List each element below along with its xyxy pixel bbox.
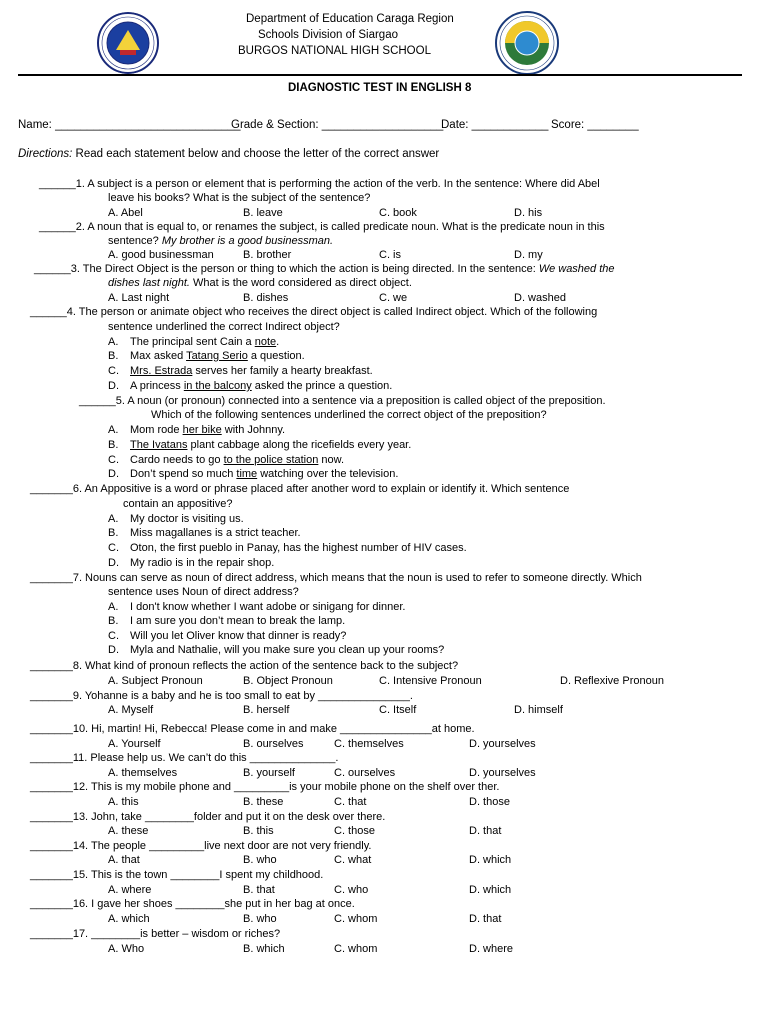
option-letter: B. [108,527,119,539]
option-text-end: serves her family a hearty breakfast. [192,365,373,377]
q8-option-b[interactable]: B. Object Pronoun [243,675,333,687]
option-letter: A. [108,424,119,436]
question-9-stem: _______9. Yohanne is a baby and he is too small to eat by _______________. [30,690,413,702]
option-text: My doctor is visiting us. [130,513,244,525]
q14-option-d[interactable]: D. which [469,854,512,866]
q10-option-b[interactable]: B. ourselves [243,738,304,750]
question-11-stem: _______11. Please help us. We can’t do this ______________. [30,752,339,764]
q7-option-a[interactable] [108,600,406,614]
q4-option-d[interactable] [108,379,393,393]
question-4-stem: ______4. The person or animate object who receives the direct object is called Indirect object. Which of the following [30,306,598,318]
question-5-stem-cont: Which of the following sentences underlined the correct object of the preposition? [151,409,547,421]
q15-option-d[interactable]: D. which [469,884,512,896]
name-field[interactable]: Name: _____________________________ [18,119,241,131]
q1-option-b[interactable]: B. leave [243,207,283,219]
q3-stem-sentence-cont: dishes last night. [108,277,190,289]
question-6-stem-cont: contain an appositive? [123,498,233,510]
option-text: A princess [130,380,184,392]
q17-option-b[interactable]: B. which [243,943,285,955]
underlined-answer: time [236,468,258,480]
q16-option-b[interactable]: B. who [243,913,277,925]
q12-option-a[interactable]: A. this [108,796,139,808]
question-17-stem: _______17. ________is better – wisdom or riches? [30,928,281,940]
option-letter: D. [108,380,119,392]
option-letter: B. [108,439,119,451]
underlined-answer: Tatang Serio [186,350,248,362]
option-text-end: asked the prince a question. [251,380,393,392]
option-text: Will you let Oliver know that dinner is ready? [130,630,347,642]
question-7-stem-cont: sentence uses Noun of direct address? [108,586,299,598]
question-1-stem: ______1. A subject is a person or element that is performing the action of the verb. In the sentence: Where did Abel [39,178,600,190]
option-letter: A. [108,513,119,525]
option-text-end: a question. [247,350,305,362]
q3-option-c[interactable]: C. we [379,292,408,304]
question-10-stem: _______10. Hi, martin! Hi, Rebecca! Please come in and make _______________at home. [30,723,475,735]
underlined-answer: The Ivatans [130,439,188,451]
option-text-end: plant cabbage along the ricefields every year. [187,439,412,451]
q8-option-d[interactable]: D. Reflexive Pronoun [560,675,664,687]
q3-stem-text: ______3. The Direct Object is the person or thing to which the action is being directed. In the sentence: [34,263,539,275]
underlined-answer: her bike [182,424,222,436]
q16-option-a[interactable]: A. which [108,913,150,925]
option-letter: A. [108,336,119,348]
question-13-stem: _______13. John, take ________folder and put it on the desk over there. [30,811,386,823]
q13-option-a[interactable]: A. these [108,825,149,837]
option-text: Oton, the first pueblo in Panay, has the highest number of HIV cases. [130,542,467,554]
q5-option-c[interactable] [108,453,345,467]
option-letter: C. [108,454,119,466]
directions [18,147,439,161]
option-text: My radio is in the repair shop. [130,557,275,569]
q3-option-a[interactable]: A. Last night [108,292,170,304]
option-letter: B. [108,615,119,627]
option-text-end: watching over the television. [257,468,399,480]
option-text-end: . [276,336,280,348]
q1-option-a[interactable]: A. Abel [108,207,143,219]
q16-option-d[interactable]: D. that [469,913,502,925]
header-line-1: Department of Education Caraga Region [246,13,454,25]
option-letter: D. [108,468,119,480]
header-divider [18,74,742,76]
deped-seal-logo [96,12,160,74]
q17-option-d[interactable]: D. where [469,943,514,955]
q6-option-c[interactable] [108,541,467,555]
q14-option-b[interactable]: B. who [243,854,277,866]
q12-option-c[interactable]: C. that [334,796,367,808]
q17-option-c[interactable]: C. whom [334,943,378,955]
grade-section-field[interactable]: Grade & Section: ___________________ [231,119,444,131]
option-text: I don't know whether I want adobe or sinigang for dinner. [130,601,406,613]
question-8-stem: _______8. What kind of pronoun reflects the action of the sentence back to the subject? [30,660,459,672]
school-seal-logo [494,10,560,76]
q1-option-d[interactable]: D. his [514,207,543,219]
question-2-stem: ______2. A noun that is equal to, or renames the subject, is called predicate noun. What is the predicate noun in this [39,221,605,233]
option-letter: C. [108,365,119,377]
q3-stem-sentence: We washed the [538,263,615,275]
date-field[interactable]: Date: ____________ [441,119,549,131]
q13-option-b[interactable]: B. this [243,825,274,837]
q6-option-a[interactable] [108,512,244,526]
q11-option-c[interactable]: C. ourselves [334,767,396,779]
q5-option-d[interactable] [108,467,399,481]
q6-option-b[interactable] [108,526,301,540]
q2-stem-sentence: My brother is a good businessman. [161,235,334,247]
option-text: Max asked [130,350,187,362]
q3-option-b[interactable]: B. dishes [243,292,289,304]
q14-option-a[interactable]: A. that [108,854,140,866]
q17-option-a[interactable]: A. Who [108,943,145,955]
option-text-end: with Johnny. [221,424,286,436]
underlined-answer: Mrs. Estrada [130,365,193,377]
q13-option-d[interactable]: D. that [469,825,502,837]
q15-option-a[interactable]: A. where [108,884,152,896]
q12-option-d[interactable]: D. those [469,796,510,808]
q16-option-c[interactable]: C. whom [334,913,378,925]
q2-option-b[interactable]: B. brother [243,249,292,261]
option-text: Don’t spend so much [130,468,237,480]
option-letter: B. [108,350,119,362]
q2-option-c[interactable]: C. is [379,249,401,261]
test-title: DIAGNOSTIC TEST IN ENGLISH 8 [288,82,472,94]
q11-option-d[interactable]: D. yourselves [469,767,536,779]
score-field[interactable]: Score: ________ [551,119,639,131]
question-2-stem-cont [108,234,333,248]
q8-option-a[interactable]: A. Subject Pronoun [108,675,203,687]
question-4-stem-cont: sentence underlined the correct Indirect object? [108,321,340,333]
q2-option-a[interactable]: A. good businessman [108,249,214,261]
option-letter: C. [108,630,119,642]
q4-option-c[interactable] [108,364,373,378]
option-text: I am sure you don’t mean to break the lamp. [130,615,346,627]
option-text: Cardo needs to go [130,454,224,466]
header-line-2: Schools Division of Siargao [258,29,398,41]
option-text-end: now. [318,454,345,466]
q10-option-a[interactable]: A. Yourself [108,738,161,750]
option-text: Mom rode [130,424,183,436]
option-letter: D. [108,557,119,569]
q9-option-c[interactable]: C. Itself [379,704,417,716]
option-letter: A. [108,601,119,613]
q3-option-d[interactable]: D. washed [514,292,566,304]
question-7-stem: _______7. Nouns can serve as noun of direct address, which means that the noun is used to refer to someone directly. Which [30,572,642,584]
q11-option-b[interactable]: B. yourself [243,767,295,779]
q4-option-a[interactable] [108,335,280,349]
q9-option-b[interactable]: B. herself [243,704,290,716]
q6-option-d[interactable] [108,556,275,570]
q2-stem-text: sentence? [108,235,162,247]
q11-option-a[interactable]: A. themselves [108,767,178,779]
question-1-stem-cont: leave his books? What is the subject of the sentence? [108,192,371,204]
option-text: Miss magallanes is a strict teacher. [130,527,301,539]
option-text: Myla and Nathalie, will you make sure you clean up your rooms? [130,644,445,656]
q2-option-d[interactable]: D. my [514,249,543,261]
q10-option-d[interactable]: D. yourselves [469,738,536,750]
q1-option-c[interactable]: C. book [379,207,417,219]
q8-option-c[interactable]: C. Intensive Pronoun [379,675,482,687]
q15-option-c[interactable]: C. who [334,884,369,896]
q7-option-c[interactable] [108,629,347,643]
question-15-stem: _______15. This is the town ________I spent my childhood. [30,869,324,881]
question-14-stem: _______14. The people _________live next door are not very friendly. [30,840,372,852]
question-3-stem-cont [108,276,412,290]
option-text: The principal sent Cain a [130,336,255,348]
q13-option-c[interactable]: C. those [334,825,375,837]
q4-option-b[interactable] [108,349,305,363]
option-letter: D. [108,644,119,656]
q12-option-b[interactable]: B. these [243,796,284,808]
question-5-stem: ______5. A noun (or pronoun) connected into a sentence via a preposition is called object of the preposition. [79,395,606,407]
q14-option-c[interactable]: C. what [334,854,372,866]
question-12-stem: _______12. This is my mobile phone and _________is your mobile phone on the shelf over ther. [30,781,500,793]
underlined-answer: in the balcony [183,380,252,392]
q9-option-d[interactable]: D. himself [514,704,563,716]
question-3-stem [34,262,615,276]
option-letter: C. [108,542,119,554]
header-line-3: BURGOS NATIONAL HIGH SCHOOL [238,45,431,57]
q7-option-b[interactable] [108,614,346,628]
underlined-answer: note [254,336,277,348]
directions-label: Directions: [18,148,73,160]
q5-option-b[interactable] [108,438,412,452]
q15-option-b[interactable]: B. that [243,884,275,896]
question-6-stem: _______6. An Appositive is a word or phrase placed after another word to explain or identify it. Which sentence [30,483,570,495]
q5-option-a[interactable] [108,423,286,437]
q7-option-d[interactable] [108,643,445,657]
q9-option-a[interactable]: A. Myself [108,704,154,716]
q10-option-c[interactable]: C. themselves [334,738,404,750]
directions-text: Read each statement below and choose the letter of the correct answer [72,148,440,160]
underlined-answer: to the police station [223,454,319,466]
question-16-stem: _______16. I gave her shoes ________she put in her bag at once. [30,898,355,910]
q3-stem-question: What is the word considered as direct object. [189,277,412,289]
